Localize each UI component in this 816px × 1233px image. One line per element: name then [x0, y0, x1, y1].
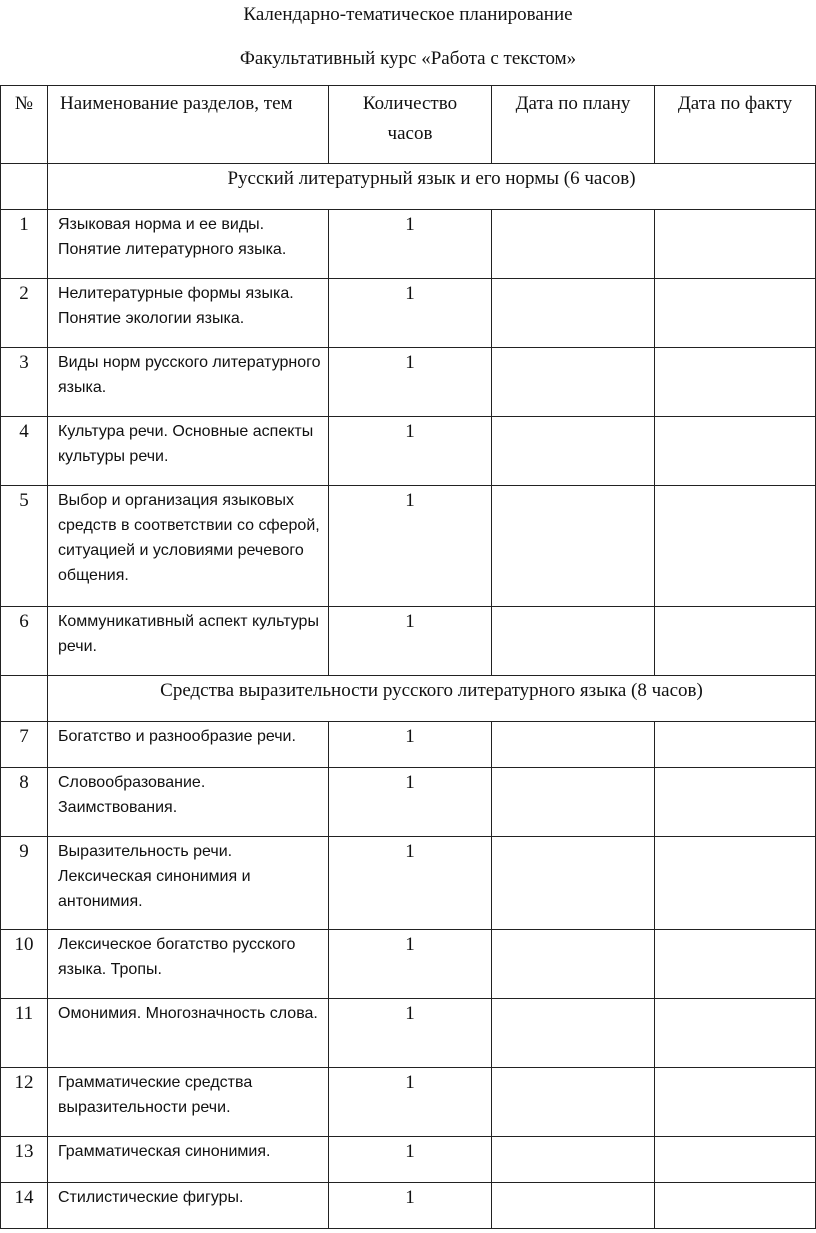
row-number: 3 — [1, 348, 48, 417]
fact-date-cell — [655, 348, 816, 417]
table-row — [1, 999, 816, 1068]
fact-date-cell — [655, 1183, 816, 1229]
plan-date-cell — [492, 930, 655, 999]
plan-date-cell — [492, 1137, 655, 1183]
topic-name: Словообразование. Заимствования. — [48, 768, 329, 837]
section-title: Русский литературный язык и его нормы (6 часов) — [48, 164, 816, 210]
plan-date-cell — [492, 768, 655, 837]
fact-date-cell — [655, 607, 816, 676]
hours-count: 1 — [329, 722, 492, 768]
topic-name: Лексическое богатство русского языка. Тропы. — [48, 930, 329, 999]
topic-name: Нелитературные формы языка. Понятие экологии языка. — [48, 279, 329, 348]
hours-count: 1 — [329, 210, 492, 279]
col-header-fact-date: Дата по факту — [655, 86, 816, 164]
fact-date-cell — [655, 1137, 816, 1183]
fact-date-cell — [655, 1068, 816, 1137]
table-row — [1, 722, 816, 768]
plan-date-cell — [492, 837, 655, 930]
row-number: 10 — [1, 930, 48, 999]
table-row — [1, 486, 816, 607]
fact-date-cell — [655, 417, 816, 486]
section-row — [1, 164, 816, 210]
col-header-name: Наименование разделов, тем — [48, 86, 329, 164]
hours-count: 1 — [329, 1183, 492, 1229]
table-row — [1, 279, 816, 348]
fact-date-cell — [655, 999, 816, 1068]
section-num-cell — [1, 164, 48, 210]
fact-date-cell — [655, 837, 816, 930]
section-row — [1, 676, 816, 722]
table-row — [1, 210, 816, 279]
hours-count: 1 — [329, 1068, 492, 1137]
row-number: 13 — [1, 1137, 48, 1183]
row-number: 11 — [1, 999, 48, 1068]
section-num-cell — [1, 676, 48, 722]
hours-count: 1 — [329, 930, 492, 999]
hours-count: 1 — [329, 279, 492, 348]
hours-count: 1 — [329, 1137, 492, 1183]
row-number: 7 — [1, 722, 48, 768]
course-title: Факультативный курс «Работа с текстом» — [239, 48, 577, 69]
hours-count: 1 — [329, 417, 492, 486]
table-row — [1, 607, 816, 676]
row-number: 14 — [1, 1183, 48, 1229]
row-number: 2 — [1, 279, 48, 348]
table-row — [1, 1137, 816, 1183]
header-row — [1, 86, 816, 164]
topic-name: Коммуникативный аспект культуры речи. — [48, 607, 329, 676]
plan-date-cell — [492, 417, 655, 486]
col-header-hours: Количество часов — [329, 86, 492, 164]
hours-count: 1 — [329, 999, 492, 1068]
plan-date-cell — [492, 348, 655, 417]
document-title: Календарно-тематическое планирование — [243, 4, 573, 25]
row-number: 1 — [1, 210, 48, 279]
col-header-plan-date: Дата по плану — [492, 86, 655, 164]
topic-name: Выбор и организация языковых средств в соответствии со сферой, ситуацией и условиями речевого общения. — [48, 486, 329, 607]
row-number: 12 — [1, 1068, 48, 1137]
plan-date-cell — [492, 486, 655, 607]
topic-name: Омонимия. Многозначность слова. — [48, 999, 329, 1068]
hours-count: 1 — [329, 486, 492, 607]
table-row — [1, 768, 816, 837]
topic-name: Богатство и разнообразие речи. — [48, 722, 329, 768]
hours-count: 1 — [329, 607, 492, 676]
table-row — [1, 1183, 816, 1229]
fact-date-cell — [655, 930, 816, 999]
hours-count: 1 — [329, 768, 492, 837]
fact-date-cell — [655, 279, 816, 348]
topic-name: Грамматические средства выразительности речи. — [48, 1068, 329, 1137]
row-number: 4 — [1, 417, 48, 486]
plan-date-cell — [492, 722, 655, 768]
plan-date-cell — [492, 279, 655, 348]
hours-count: 1 — [329, 348, 492, 417]
topic-name: Грамматическая синонимия. — [48, 1137, 329, 1183]
planning-table — [0, 85, 816, 1229]
fact-date-cell — [655, 722, 816, 768]
topic-name: Культура речи. Основные аспекты культуры речи. — [48, 417, 329, 486]
row-number: 6 — [1, 607, 48, 676]
topic-name: Виды норм русского литературного языка. — [48, 348, 329, 417]
topic-name: Языковая норма и ее виды. Понятие литературного языка. — [48, 210, 329, 279]
topic-name: Стилистические фигуры. — [48, 1183, 329, 1229]
fact-date-cell — [655, 210, 816, 279]
table-row — [1, 348, 816, 417]
row-number: 8 — [1, 768, 48, 837]
plan-date-cell — [492, 1068, 655, 1137]
fact-date-cell — [655, 768, 816, 837]
row-number: 5 — [1, 486, 48, 607]
col-header-num: № — [1, 86, 48, 164]
table-row — [1, 837, 816, 930]
plan-date-cell — [492, 607, 655, 676]
section-title: Средства выразительности русского литературного языка (8 часов) — [48, 676, 816, 722]
table-row — [1, 417, 816, 486]
plan-date-cell — [492, 1183, 655, 1229]
plan-date-cell — [492, 210, 655, 279]
plan-date-cell — [492, 999, 655, 1068]
topic-name: Выразительность речи. Лексическая синонимия и антонимия. — [48, 837, 329, 930]
hours-count: 1 — [329, 837, 492, 930]
row-number: 9 — [1, 837, 48, 930]
fact-date-cell — [655, 486, 816, 607]
table-row — [1, 1068, 816, 1137]
table-row — [1, 930, 816, 999]
